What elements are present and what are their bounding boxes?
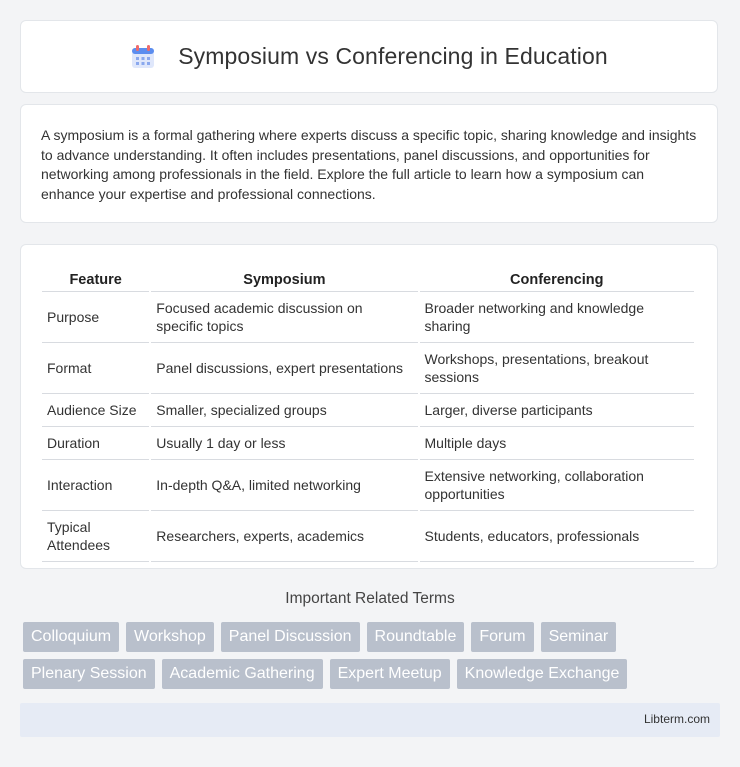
table-row xyxy=(42,459,694,510)
footer-site-link[interactable]: Libterm.com xyxy=(643,712,710,726)
tag-knowledge-exchange[interactable]: Knowledge Exchange xyxy=(457,659,628,689)
header-symposium: Symposium xyxy=(243,272,326,288)
tag-forum[interactable]: Forum xyxy=(471,622,533,652)
related-terms-title: Important Related Terms xyxy=(285,590,455,607)
table-cell: Broader networking and knowledge sharing xyxy=(420,291,695,342)
tag-seminar[interactable]: Seminar xyxy=(541,622,617,652)
tag-expert-meetup[interactable]: Expert Meetup xyxy=(330,659,450,689)
footer xyxy=(20,703,720,737)
table-header-row xyxy=(42,265,694,291)
table-cell: Students, educators, professionals xyxy=(420,510,695,562)
tag-workshop[interactable]: Workshop xyxy=(126,622,214,652)
table-cell: Focused academic discussion on specific topics xyxy=(151,291,417,342)
table-cell: Multiple days xyxy=(420,426,695,459)
table-cell: Typical Attendees xyxy=(42,510,149,562)
table-cell: Interaction xyxy=(42,459,149,510)
header-feature: Feature xyxy=(69,272,122,288)
table-cell: Format xyxy=(42,342,149,393)
tag-plenary-session[interactable]: Plenary Session xyxy=(23,659,155,689)
table-cell: Smaller, specialized groups xyxy=(151,393,417,426)
table-row xyxy=(42,342,694,393)
tag-row xyxy=(23,659,723,689)
table-cell: Usually 1 day or less xyxy=(151,426,417,459)
header-conferencing: Conferencing xyxy=(510,272,604,288)
related-terms-tags xyxy=(23,622,723,696)
calendar-icon xyxy=(130,44,156,70)
tag-roundtable[interactable]: Roundtable xyxy=(367,622,465,652)
table-row xyxy=(42,393,694,426)
comparison-table-card xyxy=(20,244,718,569)
table-cell: Purpose xyxy=(42,291,149,342)
table-cell: Audience Size xyxy=(42,393,149,426)
table-row xyxy=(42,426,694,459)
table-row xyxy=(42,291,694,342)
table-cell: Panel discussions, expert presentations xyxy=(151,342,417,393)
description-card xyxy=(20,104,718,223)
table-cell: In-depth Q&A, limited networking xyxy=(151,459,417,510)
table-cell: Duration xyxy=(42,426,149,459)
tag-colloquium[interactable]: Colloquium xyxy=(23,622,119,652)
table-cell: Researchers, experts, academics xyxy=(151,510,417,562)
comparison-table xyxy=(40,265,696,562)
table-cell: Extensive networking, collaboration opportunities xyxy=(420,459,695,510)
tag-row xyxy=(23,622,723,652)
tag-panel-discussion[interactable]: Panel Discussion xyxy=(221,622,360,652)
description-text: A symposium is a formal gathering where experts discuss a specific topic, sharing knowledge and insights to advance understanding. It often includes presentations, panel discussions, and opportunities for networking among professionals in the field. Explore the full article to learn how a symposium can enhance your expertise and professional connections. xyxy=(41,127,697,202)
title-card xyxy=(20,20,718,93)
table-cell: Larger, diverse participants xyxy=(420,393,695,426)
table-row xyxy=(42,510,694,562)
tag-academic-gathering[interactable]: Academic Gathering xyxy=(162,659,323,689)
table-cell: Workshops, presentations, breakout sessions xyxy=(420,342,695,393)
page-title: Symposium vs Conferencing in Education xyxy=(178,43,608,69)
